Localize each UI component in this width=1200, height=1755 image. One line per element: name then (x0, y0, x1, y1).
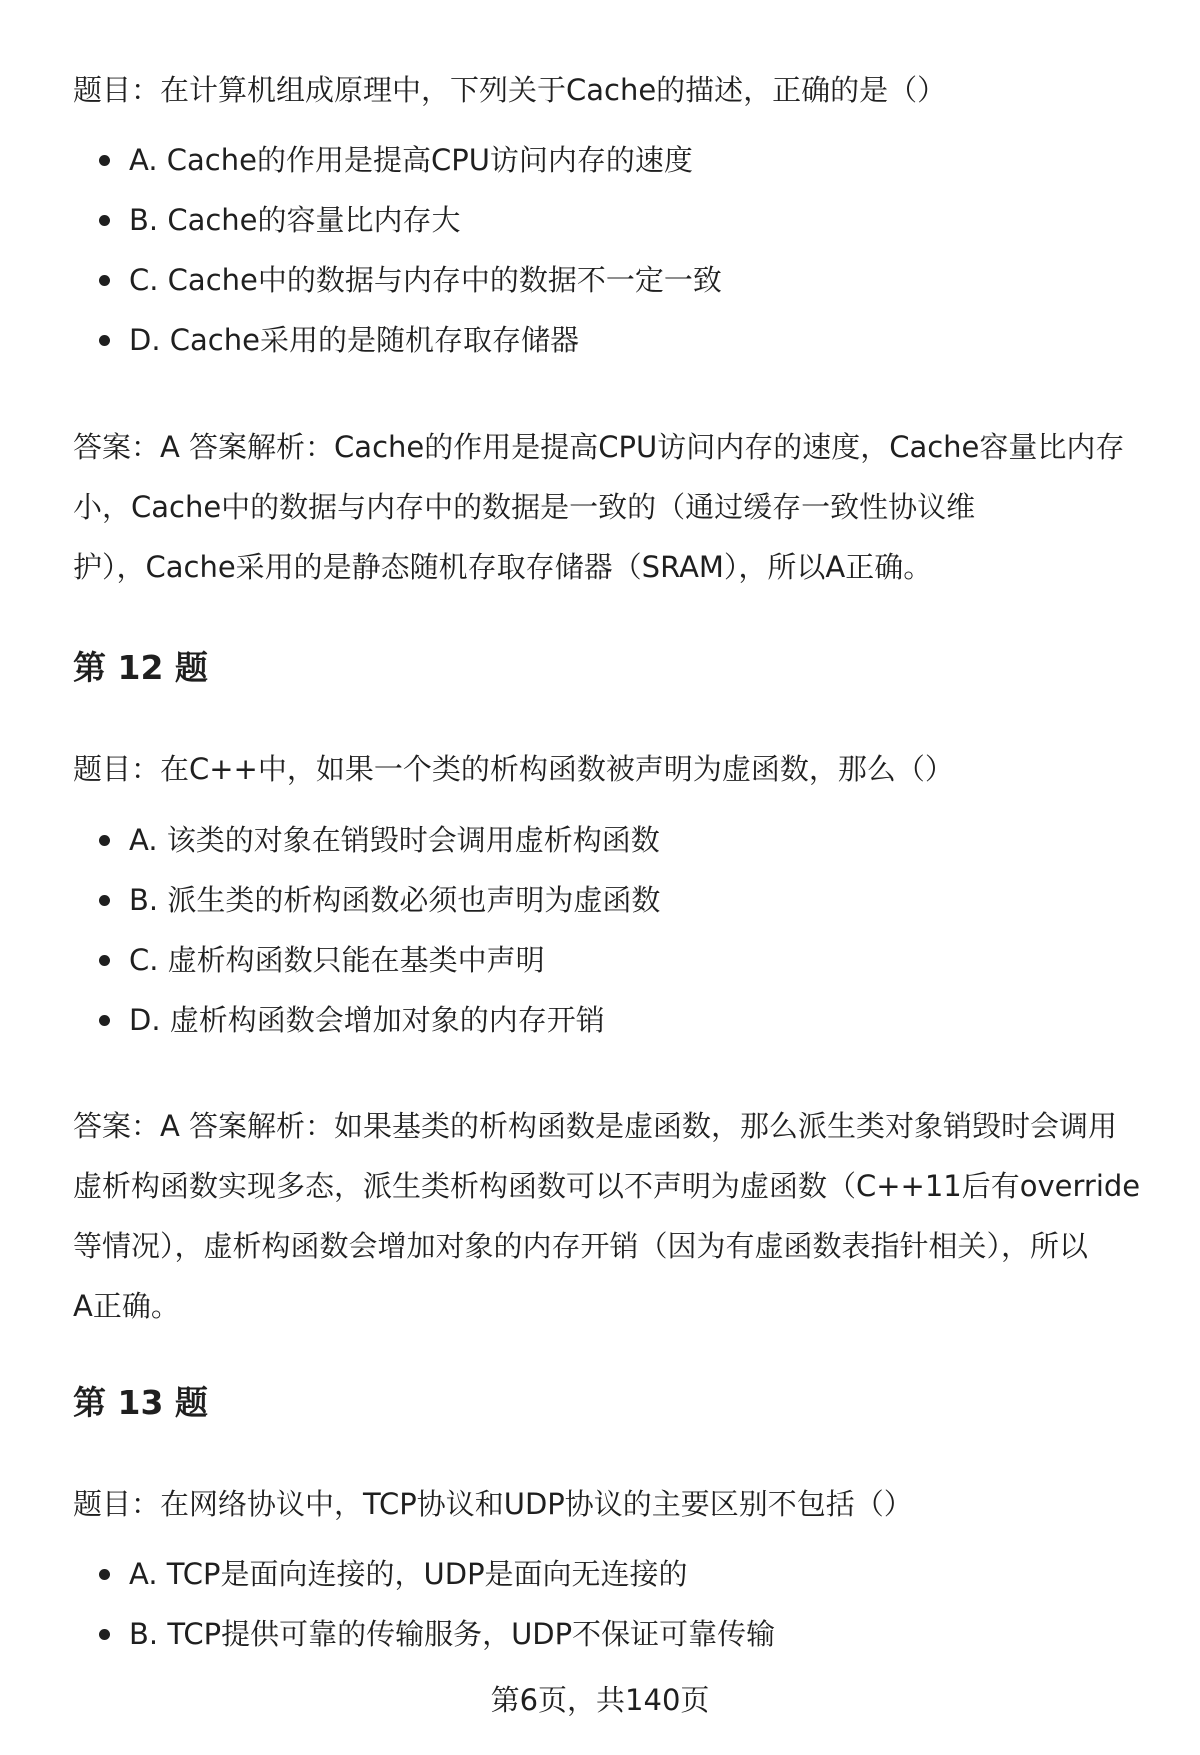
answer-line: 等情况），虚析构函数会增加对象的内存开销（因为有虚函数表指针相关），所以 (73, 1229, 1089, 1263)
option-item (0, 930, 660, 990)
answer-line: A正确。 (73, 1289, 180, 1323)
option-item (0, 250, 722, 310)
answer-line: 小，Cache中的数据与内存中的数据是一致的（通过缓存一致性协议维 (73, 490, 976, 524)
option-text: B. TCP提供可靠的传输服务，UDP不保证可靠传输 (129, 1617, 776, 1651)
option-text: D. Cache采用的是随机存取存储器 (129, 323, 579, 357)
q13-heading: 第 13 题 (73, 1383, 208, 1422)
bullet-icon (99, 895, 110, 906)
bullet-icon (99, 335, 110, 346)
bullet-icon (99, 275, 110, 286)
bullet-icon (99, 215, 110, 226)
option-text: A. 该类的对象在销毁时会调用虚析构函数 (129, 823, 660, 857)
q13-options (0, 1544, 775, 1664)
bullet-icon (99, 1015, 110, 1026)
bullet-icon (99, 1569, 110, 1580)
option-text: A. Cache的作用是提高CPU访问内存的速度 (129, 143, 693, 177)
q11-stem: 题目：在计算机组成原理中，下列关于Cache的描述，正确的是（） (73, 73, 947, 107)
option-item (0, 190, 722, 250)
bullet-icon (99, 155, 110, 166)
option-text: D. 虚析构函数会增加对象的内存开销 (129, 1003, 605, 1037)
option-item (0, 870, 660, 930)
bullet-icon (99, 835, 110, 846)
answer-line: 虚析构函数实现多态，派生类析构函数可以不声明为虚函数（C++11后有override (73, 1169, 1141, 1203)
answer-line: 护），Cache采用的是静态随机存取存储器（SRAM），所以A正确。 (73, 550, 933, 584)
page-number: 第6页，共140页 (490, 1683, 710, 1717)
option-text: B. Cache的容量比内存大 (129, 203, 461, 237)
option-item (0, 130, 722, 190)
option-item (0, 1604, 775, 1664)
option-text: C. 虚析构函数只能在基类中声明 (129, 943, 545, 977)
q12-answer (73, 1096, 1153, 1336)
bullet-icon (99, 955, 110, 966)
answer-line: 答案：A 答案解析：如果基类的析构函数是虚函数，那么派生类对象销毁时会调用 (73, 1109, 1118, 1143)
option-item (0, 810, 660, 870)
option-text: C. Cache中的数据与内存中的数据不一定一致 (129, 263, 722, 297)
option-text: A. TCP是面向连接的，UDP是面向无连接的 (129, 1557, 688, 1591)
q12-heading: 第 12 题 (73, 648, 208, 687)
q11-answer (73, 417, 1153, 597)
q12-options (0, 810, 660, 1050)
q13-stem: 题目：在网络协议中，TCP协议和UDP协议的主要区别不包括（） (73, 1487, 913, 1521)
bullet-icon (99, 1629, 110, 1640)
answer-line: 答案：A 答案解析：Cache的作用是提高CPU访问内存的速度，Cache容量比内存 (73, 430, 1125, 464)
q12-stem: 题目：在C++中，如果一个类的析构函数被声明为虚函数，那么（） (73, 752, 954, 786)
option-item (0, 990, 660, 1050)
option-item (0, 1544, 775, 1604)
option-text: B. 派生类的析构函数必须也声明为虚函数 (129, 883, 661, 917)
option-item (0, 310, 722, 370)
q11-options (0, 130, 722, 370)
